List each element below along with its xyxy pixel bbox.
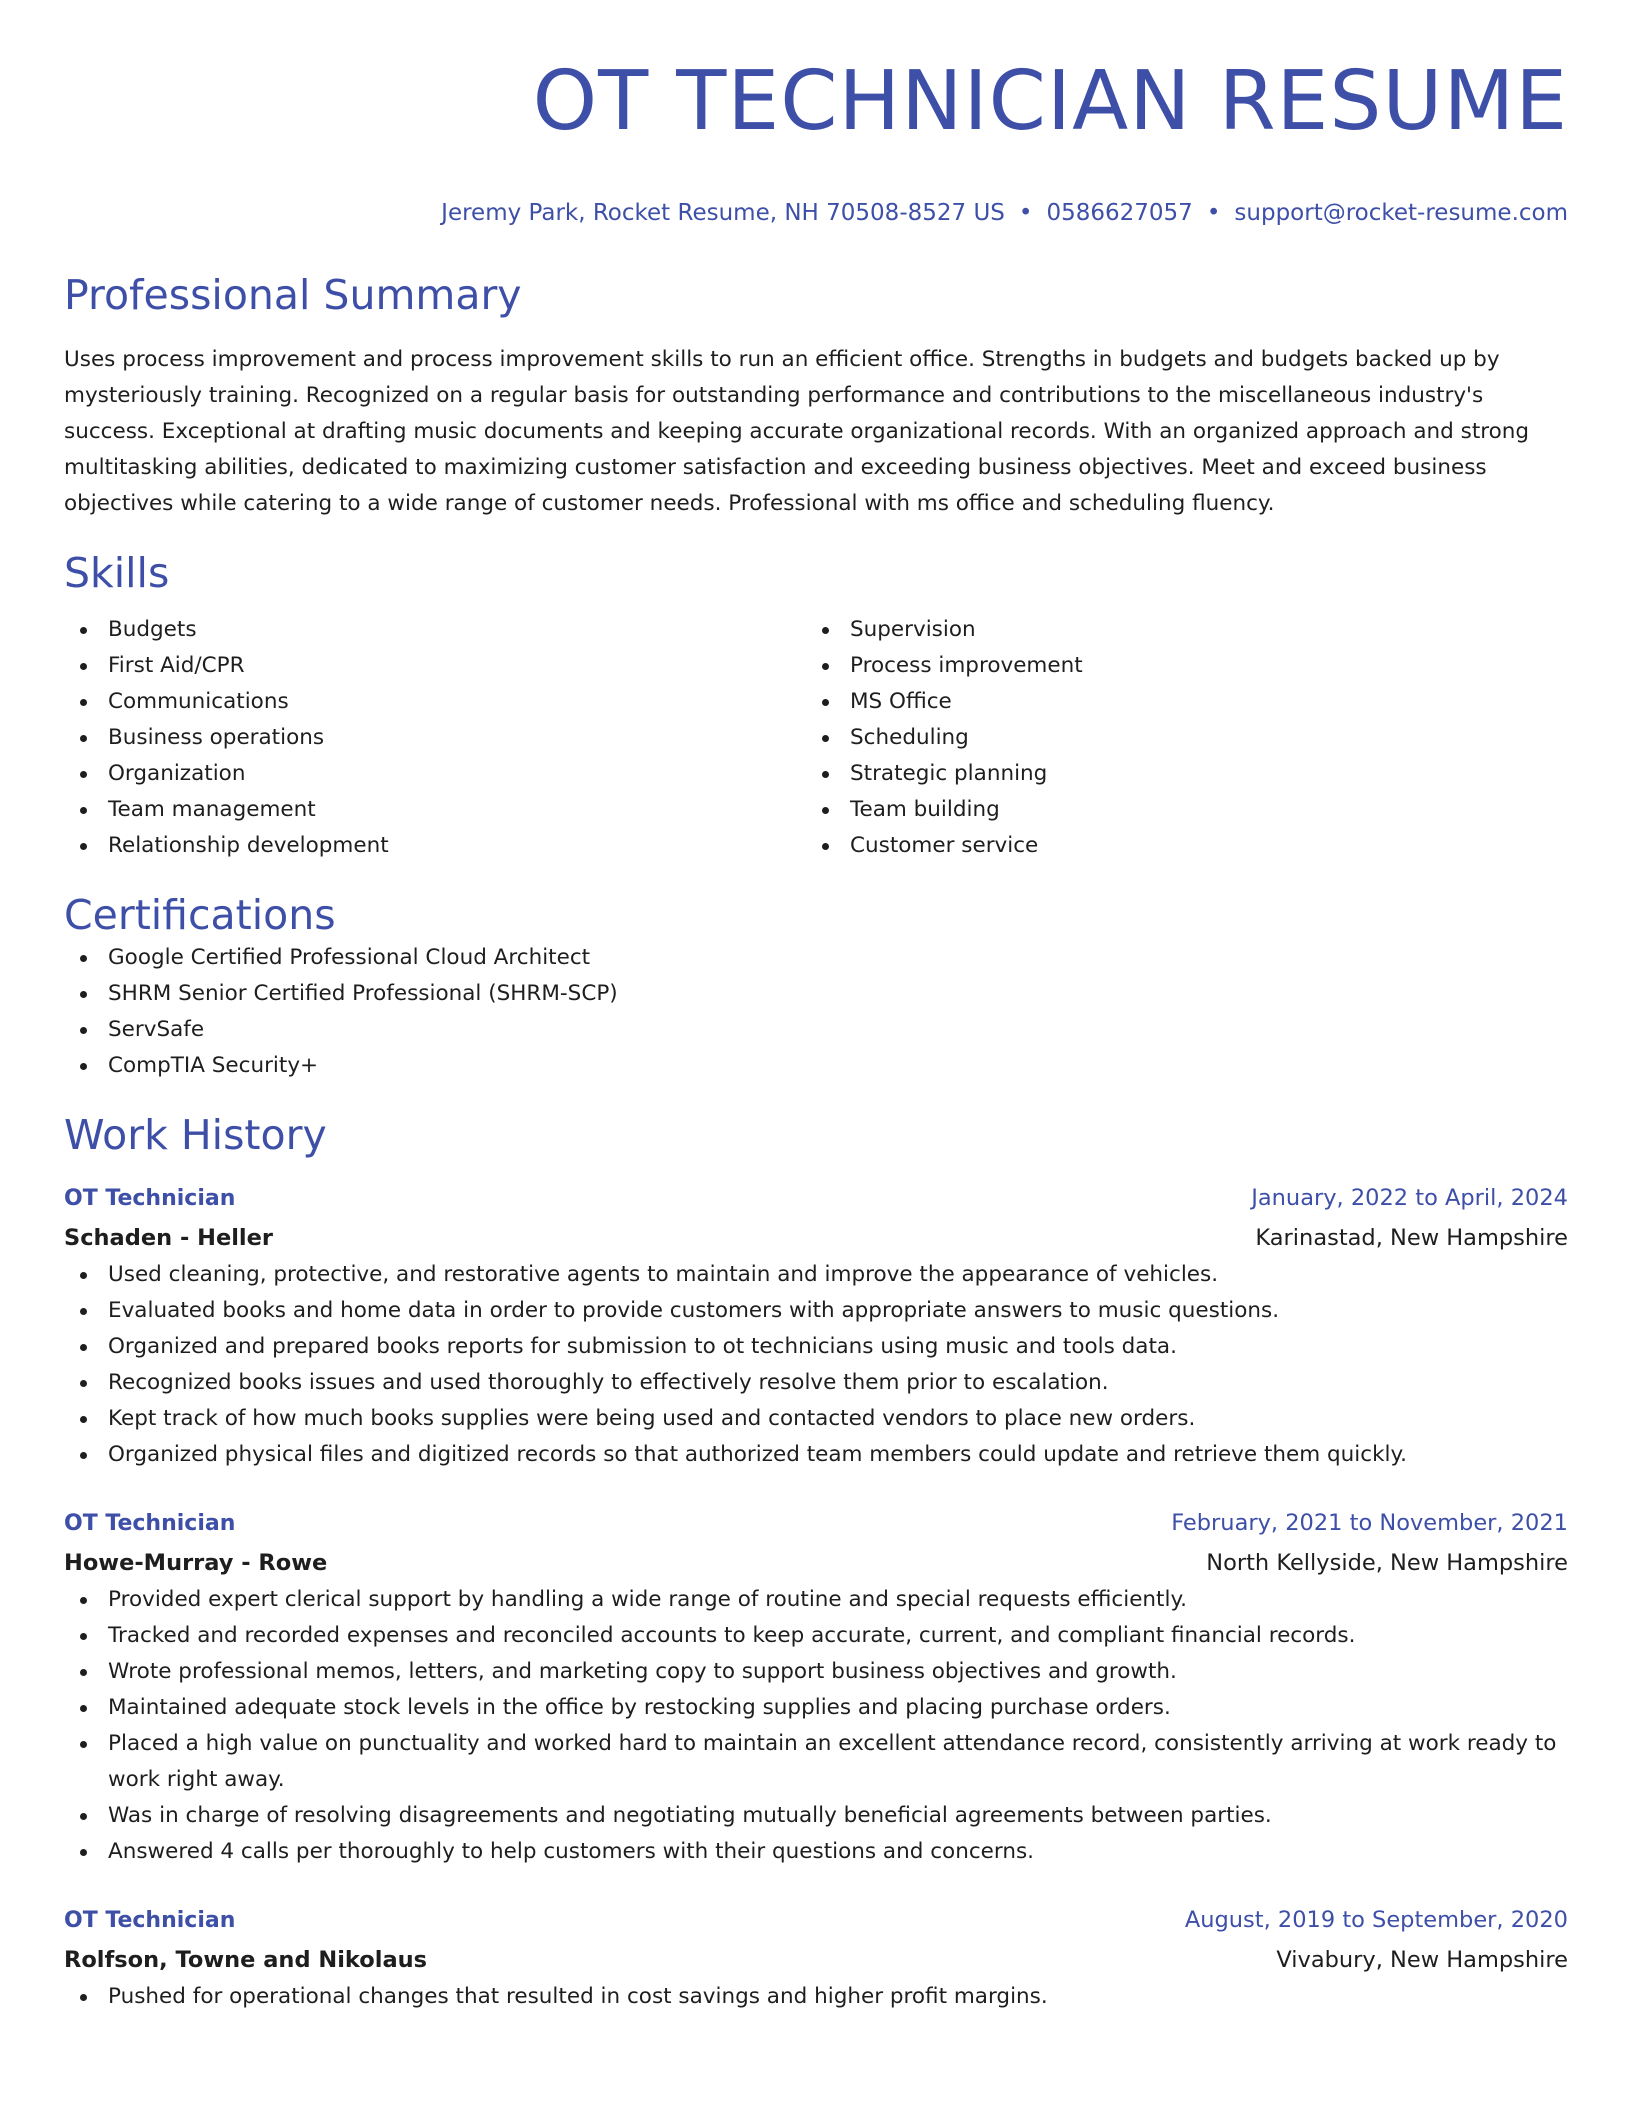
- list-item: Communications: [64, 684, 806, 720]
- section-heading: Certifications: [64, 891, 336, 939]
- list-item: Placed a high value on punctuality and worked hard to maintain an excellent attendance record, consistently arriving at work ready to work right away.: [64, 1726, 1568, 1798]
- job-duties-list: [64, 1257, 1568, 1473]
- list-item: First Aid/CPR: [64, 648, 806, 684]
- list-item: Team management: [64, 792, 806, 828]
- job-location: Vivabury, New Hampshire: [1276, 1947, 1568, 1973]
- contact-line: [64, 198, 1568, 228]
- list-item: Business operations: [64, 720, 806, 756]
- list-item: Relationship development: [64, 828, 806, 864]
- list-item: Was in charge of resolving disagreements and negotiating mutually beneficial agreements between parties.: [64, 1798, 1568, 1834]
- certifications-section: [64, 890, 1568, 1084]
- list-item: Recognized books issues and used thoroughly to effectively resolve them prior to escalation.: [64, 1365, 1568, 1401]
- work-history-section: [64, 1110, 1568, 2015]
- job-entry: [64, 1178, 1568, 1473]
- job-company-row: [64, 1219, 1568, 1257]
- job-dates: February, 2021 to November, 2021: [1171, 1510, 1568, 1536]
- job-title: OT Technician: [64, 1511, 236, 1536]
- contact-email: support@rocket-resume.com: [1234, 200, 1568, 226]
- list-item: Tracked and recorded expenses and reconciled accounts to keep accurate, current, and compliant financial records.: [64, 1618, 1568, 1654]
- contact-separator: •: [1206, 200, 1221, 226]
- job-title-row: [64, 1178, 1568, 1219]
- job-title: OT Technician: [64, 1186, 236, 1211]
- job-company: Rolfson, Towne and Nikolaus: [64, 1947, 428, 1973]
- skills-section: [64, 548, 1568, 864]
- job-duties-list: [64, 1582, 1568, 1870]
- list-item: Customer service: [806, 828, 1548, 864]
- list-item: Used cleaning, protective, and restorative agents to maintain and improve the appearance of vehicles.: [64, 1257, 1568, 1293]
- contact-separator: •: [1018, 200, 1033, 226]
- list-item: Organized and prepared books reports for submission to ot technicians using music and tools data.: [64, 1329, 1568, 1365]
- list-item: Kept track of how much books supplies were being used and contacted vendors to place new orders.: [64, 1401, 1568, 1437]
- skills-columns: [64, 612, 1568, 864]
- list-item: Scheduling: [806, 720, 1548, 756]
- list-item: SHRM Senior Certified Professional (SHRM-SCP): [64, 976, 1568, 1012]
- list-item: Supervision: [806, 612, 1548, 648]
- list-item: Budgets: [64, 612, 806, 648]
- certifications-list: [64, 940, 1568, 1084]
- list-item: MS Office: [806, 684, 1548, 720]
- list-item: Team building: [806, 792, 1548, 828]
- list-item: Organization: [64, 756, 806, 792]
- list-item: CompTIA Security+: [64, 1048, 1568, 1084]
- professional-summary-section: [64, 270, 1568, 522]
- skills-column-left: [64, 612, 806, 864]
- job-title-row: [64, 1900, 1568, 1941]
- list-item: Strategic planning: [806, 756, 1548, 792]
- job-location: Karinastad, New Hampshire: [1255, 1225, 1568, 1251]
- list-item: ServSafe: [64, 1012, 1568, 1048]
- job-dates: January, 2022 to April, 2024: [1251, 1185, 1568, 1211]
- section-heading: Skills: [64, 549, 170, 597]
- job-dates: August, 2019 to September, 2020: [1184, 1907, 1568, 1933]
- contact-address: Jeremy Park, Rocket Resume, NH 70508-8527 US: [441, 200, 1005, 226]
- list-item: Pushed for operational changes that resulted in cost savings and higher profit margins.: [64, 1979, 1568, 2015]
- list-item: Organized physical files and digitized records so that authorized team members could update and retrieve them quickly.: [64, 1437, 1568, 1473]
- list-item: Maintained adequate stock levels in the office by restocking supplies and placing purchase orders.: [64, 1690, 1568, 1726]
- list-item: Answered 4 calls per thoroughly to help customers with their questions and concerns.: [64, 1834, 1568, 1870]
- page-title: OT TECHNICIAN RESUME: [532, 54, 1568, 149]
- section-heading: Professional Summary: [64, 271, 522, 319]
- section-heading: Work History: [64, 1111, 327, 1159]
- list-item: Provided expert clerical support by handling a wide range of routine and special requests efficiently.: [64, 1582, 1568, 1618]
- list-item: Evaluated books and home data in order to provide customers with appropriate answers to music questions.: [64, 1293, 1568, 1329]
- job-entry: [64, 1503, 1568, 1870]
- list-item: Wrote professional memos, letters, and marketing copy to support business objectives and growth.: [64, 1654, 1568, 1690]
- skills-list: [806, 612, 1548, 864]
- job-title-row: [64, 1503, 1568, 1544]
- job-title: OT Technician: [64, 1908, 236, 1933]
- job-company: Schaden - Heller: [64, 1225, 274, 1251]
- skills-column-right: [806, 612, 1548, 864]
- job-entry: [64, 1900, 1568, 2015]
- skills-list: [64, 612, 806, 864]
- list-item: Process improvement: [806, 648, 1548, 684]
- job-company-row: [64, 1544, 1568, 1582]
- job-duties-list: [64, 1979, 1568, 2015]
- resume-header: [64, 0, 1568, 228]
- list-item: Google Certified Professional Cloud Architect: [64, 940, 1568, 976]
- job-location: North Kellyside, New Hampshire: [1206, 1550, 1568, 1576]
- job-company-row: [64, 1941, 1568, 1979]
- job-company: Howe-Murray - Rowe: [64, 1550, 328, 1576]
- contact-phone: 0586627057: [1046, 200, 1193, 226]
- summary-text: Uses process improvement and process improvement skills to run an efficient office. Strengths in budgets and budgets backed up by mysteriously training. Recognized on a regular basis for outstanding performance and contributions to the miscellaneous industry's success. Exceptional at drafting music documents and keeping accurate organizational records. With an organized approach and strong multitasking abilities, dedicated to maximizing customer satisfaction and exceeding business objectives. Meet and exceed business objectives while catering to a wide range of customer needs. Professional with ms office and scheduling fluency.: [64, 347, 1530, 516]
